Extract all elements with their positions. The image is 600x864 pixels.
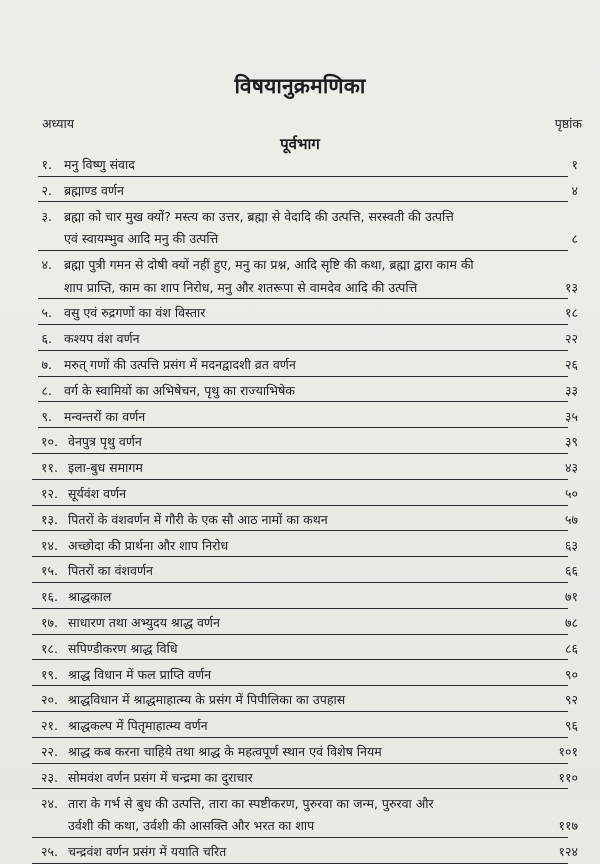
page-title: विषयानुक्रमणिका [234, 74, 366, 98]
chapter-title: मरुत् गणों की उत्पत्ति प्रसंग में मदनद्वादशी व्रत वर्णन [64, 357, 296, 372]
page-number: ४ [571, 182, 578, 198]
chapter-number: १३. [41, 511, 58, 527]
toc-entry-line [0, 229, 600, 249]
entry-divider [32, 608, 568, 609]
chapter-number: १२. [41, 486, 58, 501]
chapter-number: २४. [41, 795, 58, 811]
chapter-number: ९. [41, 408, 52, 424]
page-number-column-label: पृष्ठांक [554, 116, 582, 131]
entry-divider [32, 582, 568, 583]
chapter-title: श्राद्धविधान में श्राद्धमाहात्म्य के प्रसंग में पिपीलिका का उपहास [68, 692, 346, 708]
section-heading: पूर्वभाग [280, 135, 320, 153]
page-number: ११७ [558, 818, 578, 834]
chapter-number: २५. [41, 844, 58, 859]
toc-entry-line [0, 303, 600, 323]
chapter-title: पितरों के वंशवर्णन में गौरी के एक सौ आठ नामों का कथन [68, 511, 328, 527]
chapter-number: २१. [41, 718, 58, 734]
page-number: ८६ [564, 640, 578, 656]
entry-divider [32, 711, 568, 712]
page-number: ११० [558, 769, 578, 785]
page-number: ६३ [564, 537, 578, 553]
chapter-column-label: अध्याय [42, 116, 74, 131]
chapter-title: श्राद्ध कब करना चाहिये तथा श्राद्ध के महत्वपूर्ण स्थान एवं विशेष नियम [68, 744, 382, 759]
chapter-title: सूर्यवंश वर्णन [68, 486, 127, 501]
page-number: ९६ [564, 718, 578, 734]
toc-entry-line [0, 407, 600, 427]
toc-entry-line [0, 690, 600, 710]
toc-entry-line [0, 536, 600, 556]
page-number: १ [571, 157, 578, 172]
toc-entry-line [0, 665, 600, 685]
toc-entry-line [0, 842, 600, 862]
page-number: १३ [564, 279, 578, 295]
chapter-title: मन्वन्तरों का वर्णन [64, 408, 146, 424]
chapter-number: ४. [41, 257, 52, 272]
toc-entry-line [0, 155, 600, 175]
toc-entry-line [0, 207, 600, 227]
toc-entry-line [0, 278, 600, 298]
entry-divider [32, 505, 568, 506]
entry-divider [32, 863, 568, 864]
page-number: १०१ [558, 744, 578, 759]
entry-divider [32, 788, 568, 789]
chapter-number: २२. [41, 744, 58, 759]
page-number: ८ [571, 231, 578, 247]
entry-divider [38, 401, 568, 402]
entry-divider [38, 298, 568, 299]
toc-entry-line [0, 432, 600, 452]
entry-divider [32, 763, 568, 764]
chapter-title: शाप प्राप्ति, काम का शाप निरोध, मनु और शतरूपा से वामदेव आदि की उत्पत्ति [64, 279, 418, 295]
page-number: २२ [564, 331, 578, 347]
entry-divider [32, 659, 568, 660]
toc-entry-line [0, 355, 600, 375]
page-number: ५७ [564, 511, 578, 527]
chapter-title: श्राद्ध विधान में फल प्राप्ति वर्णन [68, 666, 212, 682]
entry-divider [32, 530, 568, 531]
chapter-title: सपिण्डीकरण श्राद्ध विधि [68, 640, 178, 656]
entry-divider [38, 376, 568, 377]
page-number: ३९ [564, 434, 578, 450]
page-number: ३५ [564, 408, 578, 424]
chapter-number: ७. [41, 357, 52, 372]
entry-divider [32, 634, 568, 635]
toc-entry-line [0, 484, 600, 504]
page-number: ७१ [564, 589, 578, 605]
chapter-number: ८. [41, 382, 52, 398]
chapter-number: १०. [41, 434, 58, 450]
toc-entry-line [0, 768, 600, 788]
chapter-number: १४. [41, 537, 58, 553]
chapter-title: वेनपुत्र पृथु वर्णन [68, 434, 142, 450]
chapter-title: इला-बुध समागम [68, 460, 143, 476]
entry-divider [38, 350, 568, 351]
toc-entry-line [0, 639, 600, 659]
page-number: ६६ [564, 563, 578, 579]
chapter-title: मनु विष्णु संवाद [64, 157, 135, 172]
chapter-number: ५. [41, 305, 52, 321]
entry-divider [38, 176, 568, 177]
chapter-title: सोमवंश वर्णन प्रसंग में चन्द्रमा का दुराचार [68, 769, 253, 785]
entry-divider [32, 479, 568, 480]
entry-divider [32, 737, 568, 738]
toc-entry-line [0, 742, 600, 762]
page-number: १२४ [558, 844, 578, 859]
page-number: ५० [564, 486, 578, 501]
toc-entry-line [0, 816, 600, 836]
chapter-title: एवं स्वायम्भुव आदि मनु की उत्पत्ति [64, 231, 219, 247]
chapter-number: २. [41, 182, 52, 198]
chapter-number: १९. [41, 666, 58, 682]
chapter-number: १५. [41, 563, 58, 579]
page-number: ७८ [564, 615, 578, 630]
page-number: २६ [564, 357, 578, 372]
chapter-title: चन्द्रवंश वर्णन प्रसंग में ययाति चरित [68, 844, 227, 859]
toc-entry-line [0, 255, 600, 275]
chapter-title: श्राद्धकल्प में पितृमाहात्म्य वर्णन [68, 718, 208, 734]
chapter-number: ३. [41, 208, 52, 224]
page-number: ९० [564, 666, 578, 682]
chapter-title: ब्रह्माण्ड वर्णन [64, 182, 124, 198]
chapter-title: साधारण तथा अभ्युदय श्राद्ध वर्णन [68, 615, 220, 630]
chapter-title: ब्रह्मा पुत्री गमन से दोषी क्यों नहीं हुए, मनु का प्रश्न, आदि सृष्टि की कथा, ब्रह्मा द्वारा काम की [64, 257, 474, 272]
toc-entry-line [0, 716, 600, 736]
chapter-title: तारा के गर्भ से बुध की उत्पत्ति, तारा का स्पष्टीकरण, पुरुरवा का जन्म, पुरुरवा और [68, 795, 434, 811]
chapter-title: अच्छोदा की प्रार्थना और शाप निरोध [68, 537, 229, 553]
toc-entry-line [0, 613, 600, 633]
toc-entry-line [0, 510, 600, 530]
entry-divider [38, 324, 568, 325]
chapter-number: १६. [41, 589, 58, 605]
toc-entry-line [0, 381, 600, 401]
chapter-number: ११. [41, 460, 58, 476]
chapter-title: वर्ग के स्वामियों का अभिषेचन, पृथु का राज्याभिषेक [64, 382, 295, 398]
chapter-number: २३. [41, 769, 58, 785]
chapter-number: १८. [41, 640, 58, 656]
chapter-number: १. [41, 157, 52, 172]
entry-divider [32, 837, 568, 838]
chapter-number: २०. [41, 692, 58, 708]
entry-divider [38, 250, 568, 251]
page-number: ४३ [564, 460, 578, 476]
chapter-title: पितरों का वंशवर्णन [68, 563, 153, 579]
chapter-title: कश्यप वंश वर्णन [64, 331, 140, 347]
entry-divider [38, 201, 568, 202]
toc-entry-line [0, 794, 600, 814]
chapter-title: श्राद्धकाल [68, 589, 112, 605]
toc-entry-line [0, 458, 600, 478]
entry-divider [32, 685, 568, 686]
entry-divider [32, 453, 568, 454]
chapter-title: ब्रह्मा को चार मुख क्यों? मस्त्य का उत्तर, ब्रह्मा से वेदादि की उत्पत्ति, सरस्वती की उत्पत्ति [64, 208, 454, 224]
entry-divider [38, 427, 568, 428]
toc-entry-line [0, 587, 600, 607]
toc-entry-line [0, 181, 600, 201]
toc-entry-line [0, 561, 600, 581]
page-number: ९२ [564, 692, 578, 708]
chapter-title: उर्वशी की कथा, उर्वशी की आसक्ति और भरत का शाप [68, 818, 315, 834]
page-number: ३३ [564, 382, 578, 398]
chapter-title: वसु एवं रुद्रगणों का वंश विस्तार [64, 305, 206, 321]
chapter-number: १७. [41, 615, 58, 630]
chapter-number: ६. [41, 331, 52, 347]
toc-entry-line [0, 329, 600, 349]
page-number: १८ [564, 305, 578, 321]
entry-divider [32, 556, 568, 557]
